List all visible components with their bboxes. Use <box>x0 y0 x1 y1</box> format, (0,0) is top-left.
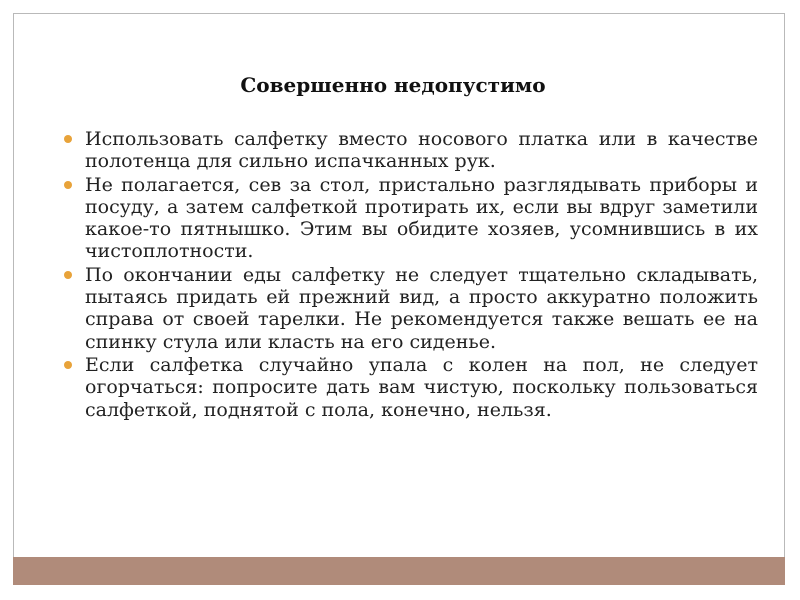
bullet-dot-icon <box>64 361 72 369</box>
list-item <box>64 264 758 353</box>
list-item <box>64 128 758 173</box>
bullet-text: Если салфетка случайно упала с колен на пол, не следует огорчаться: попросите дать вам чистую, поскольку пользоваться салфеткой, поднятой с пола, конечно, нельзя. <box>85 353 758 421</box>
bullet-list <box>64 128 758 422</box>
list-item <box>64 174 758 263</box>
bullet-dot-icon <box>64 135 72 143</box>
bottom-decor-bar <box>13 557 785 585</box>
slide-title: Совершенно недопустимо <box>240 73 546 97</box>
list-item <box>64 354 758 421</box>
bullet-dot-icon <box>64 271 72 279</box>
bullet-dot-icon <box>64 181 72 189</box>
bullet-text: Использовать салфетку вместо носового платка или в качестве полотенца для сильно испачканных рук. <box>85 128 758 173</box>
bullet-text: По окончании еды салфетку не следует тщательно складывать, пытаясь придать ей прежний вид, а просто аккуратно положить справа от своей тарелки. Не рекомендуется также вешать ее на спинку стула или класть на его сиденье. <box>85 263 758 353</box>
bullet-text: Не полагается, сев за стол, пристально разглядывать приборы и посуду, а затем салфеткой протирать их, если вы вдруг заметили какое-то пятнышко. Этим вы обидите хозяев, усомнившись в их чистоплотности. <box>85 173 758 263</box>
